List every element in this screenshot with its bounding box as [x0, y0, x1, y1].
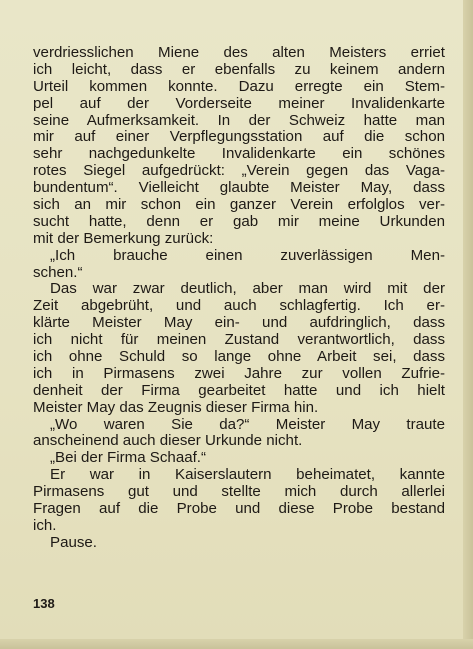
text-line: Er war in Kaiserslautern beheimatet, kannte	[50, 466, 445, 484]
text-line: bundentum“. Vielleicht glaubte Meister May, dass	[33, 179, 445, 197]
page-bottom-shadow	[0, 639, 473, 649]
text-line: Zeit abgebrüht, und auch schlagfertig. Ich er-	[33, 297, 445, 315]
text-line: pel auf der Vorderseite meiner Invalidenkarte	[33, 94, 445, 112]
text-line: ich nicht für meinen Zustand verantwortlich, dass	[33, 331, 445, 349]
text-line: Urteil kommen konnte. Dazu erregte ein Stem-	[33, 77, 445, 95]
body-text	[33, 45, 445, 552]
text-line: ich ohne Schuld so lange ohne Arbeit sei, dass	[33, 348, 445, 366]
text-line: sehr nachgedunkelte Invalidenkarte ein schönes	[33, 145, 445, 163]
page-edge-shadow	[463, 0, 473, 649]
text-line: ich in Pirmasens zwei Jahre zur vollen Zufrie-	[33, 364, 445, 382]
text-line: Pause.	[50, 533, 97, 551]
text-line: „Ich brauche einen zuverlässigen Men-	[50, 246, 445, 264]
text-line: rotes Siegel aufgedrückt: „Verein gegen das Vaga-	[33, 162, 445, 180]
text-line: Pirmasens gut und stellte mich durch allerlei	[33, 483, 445, 501]
text-line: ich.	[33, 516, 57, 534]
text-line: „Bei der Firma Schaaf.“	[50, 449, 207, 467]
text-line: sucht hatte, denn er gab mir meine Urkunden	[33, 212, 445, 230]
text-line: verdriesslichen Miene des alten Meisters erriet	[33, 44, 445, 61]
text-line: anscheinend auch dieser Urkunde nicht.	[33, 432, 303, 450]
text-line: mir auf einer Verpflegungsstation auf die schon	[33, 128, 445, 146]
text-line: schen.“	[33, 263, 83, 281]
text-line: ich leicht, dass er ebenfalls zu keinem andern	[33, 60, 445, 78]
page-number: 138	[33, 596, 55, 611]
text-line: seine Aufmerksamkeit. In der Schweiz hatte man	[33, 111, 445, 129]
text-line: denheit der Firma gearbeitet hatte und ich hielt	[33, 381, 445, 399]
text-line: mit der Bemerkung zurück:	[33, 229, 214, 247]
text-line: Meister May das Zeugnis dieser Firma hin.	[33, 398, 319, 416]
text-line: Fragen auf die Probe und diese Probe bestand	[33, 500, 445, 518]
text-line: Das war zwar deutlich, aber man wird mit der	[50, 280, 445, 298]
text-line: klärte Meister May ein- und aufdringlich, dass	[33, 314, 445, 332]
text-line: „Wo waren Sie da?“ Meister May traute	[50, 415, 445, 433]
text-line: sich an mir schon ein ganzer Verein erfolglos ver-	[33, 196, 445, 214]
